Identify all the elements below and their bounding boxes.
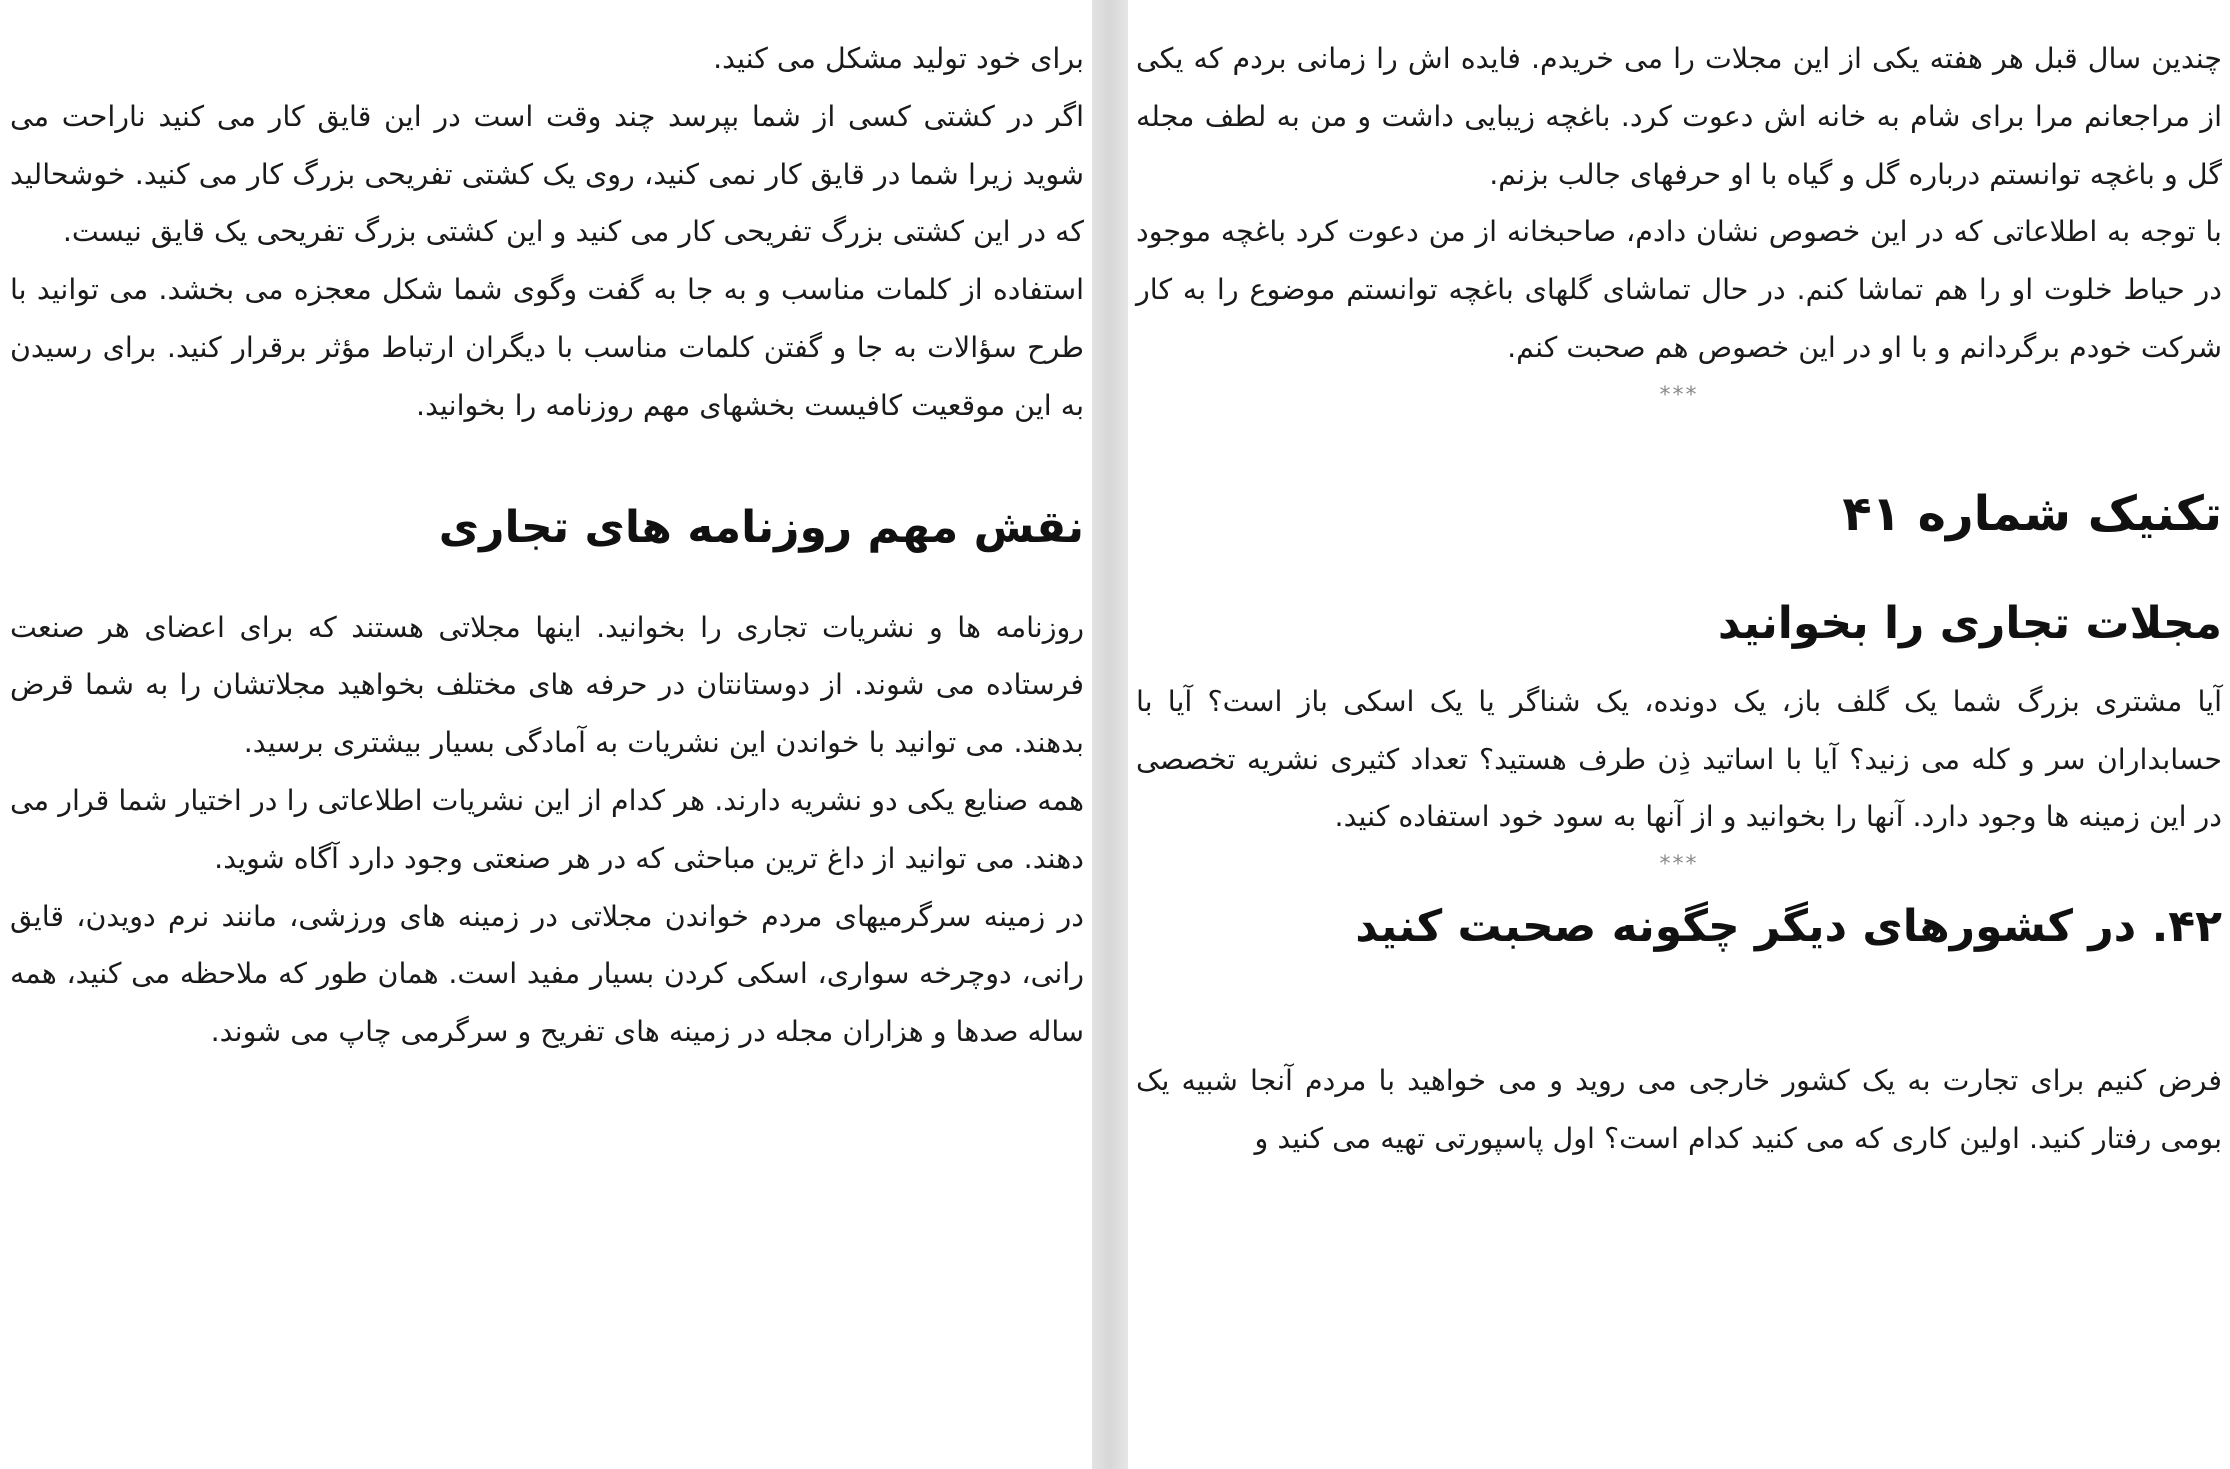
left-paragraph-5: همه صنایع یکی دو نشریه دارند. هر کدام از این نشریات اطلاعاتی را در اختیار شما قرار می دهند. می توانید از داغ ترین مباحثی که در هر صنعتی وجود دارد آگاه شوید. [10, 783, 1084, 875]
right-paragraph-2: با توجه به اطلاعاتی که در این خصوص نشان دادم، صاحبخانه از من دعوت کرد باغچه موجود در حیاط خلوت او را هم تماشا کنم. در حال تماشای گلهای باغچه توانستم موضوع را به کار شرکت خودم برگردانم و با او در این خصوص هم صحبت کنم. [1136, 215, 2222, 364]
right-paragraph-3: آیا مشتری بزرگ شما یک گلف باز، یک دونده، یک شناگر یا یک اسکی باز است؟ آیا با حسابداران سر و کله می زنید؟ آیا با اساتید ذِن طرف هستید؟ تعداد کثیری نشریه تخصصی در این زمینه ها وجود دارد. آنها را بخوانید و از آنها به سود خود استفاده کنید. [1136, 684, 2222, 834]
technique-heading: تکنیک شماره ۴۱ [1842, 485, 2222, 542]
left-paragraph-4: روزنامه ها و نشریات تجاری را بخوانید. اینها مجلاتی هستند که برای اعضای هر صنعت فرستاده می شوند. از دوستانتان در حرفه های مختلف بخواهید مجلاتشان را به شما قرض بدهند. می توانید با خواندن این نشریات به آمادگی بسیار بیشتری برسید. [10, 610, 1084, 760]
technique-subheading: مجلات تجاری را بخوانید [1717, 597, 2222, 649]
left-page [0, 0, 1092, 1469]
separator-stars-2: *** [1659, 852, 1699, 878]
right-page [1128, 0, 2230, 1469]
left-paragraph-3: استفاده از کلمات مناسب و به جا به گفت وگوی شما شکل معجزه می بخشد. می توانید با طرح سؤالات به جا و گفتن کلمات مناسب با دیگران ارتباط مؤثر برقرار کنید. برای رسیدن به این موقعیت کافیست بخشهای مهم روزنامه را بخوانید. [10, 273, 1084, 422]
separator-stars-1: *** [1659, 382, 1699, 408]
left-section-heading: نقش مهم روزنامه های تجاری [438, 501, 1084, 553]
right-paragraph-1: چندین سال قبل هر هفته یکی از این مجلات را می خریدم. فایده اش را زمانی بردم که یکی از مراجعانم مرا برای شام به خانه اش دعوت کرد. باغچه زیبایی داشت و من به لطف مجله گل و باغچه توانستم درباره گل و گیاه با او حرفهای جالب بزنم. [1136, 42, 2222, 191]
left-paragraph-2: اگر در کشتی کسی از شما بپرسد چند وقت است در این قایق کار می کنید ناراحت می شوید زیرا شما در قایق کار نمی کنید، روی یک کشتی تفریحی بزرگ کار می کنید. خوشحالید که در این کشتی بزرگ تفریحی کار می کنید و این کشتی بزرگ تفریحی یک قایق نیست. [10, 99, 1084, 249]
book-gutter [1092, 0, 1128, 1469]
left-paragraph-1: برای خود تولید مشکل می کنید. [713, 42, 1084, 75]
section-42-heading: ۴۲. در کشورهای دیگر چگونه صحبت کنید [1355, 901, 2222, 953]
right-paragraph-4: فرض کنیم برای تجارت به یک کشور خارجی می روید و می خواهید با مردم آنجا شبیه یک بومی رفتار کنید. اولین کاری که می کنید کدام است؟ اول پاسپورتی تهیه می کنید و [1136, 1064, 2222, 1155]
left-paragraph-6: در زمینه سرگرمیهای مردم خواندن مجلاتی در زمینه های ورزشی، مانند نرم دویدن، قایق رانی، دوچرخه سواری، اسکی کردن بسیار مفید است. همان طور که ملاحظه می کنید، همه ساله صدها و هزاران مجله در زمینه های تفریح و سرگرمی چاپ می شوند. [10, 899, 1084, 1049]
